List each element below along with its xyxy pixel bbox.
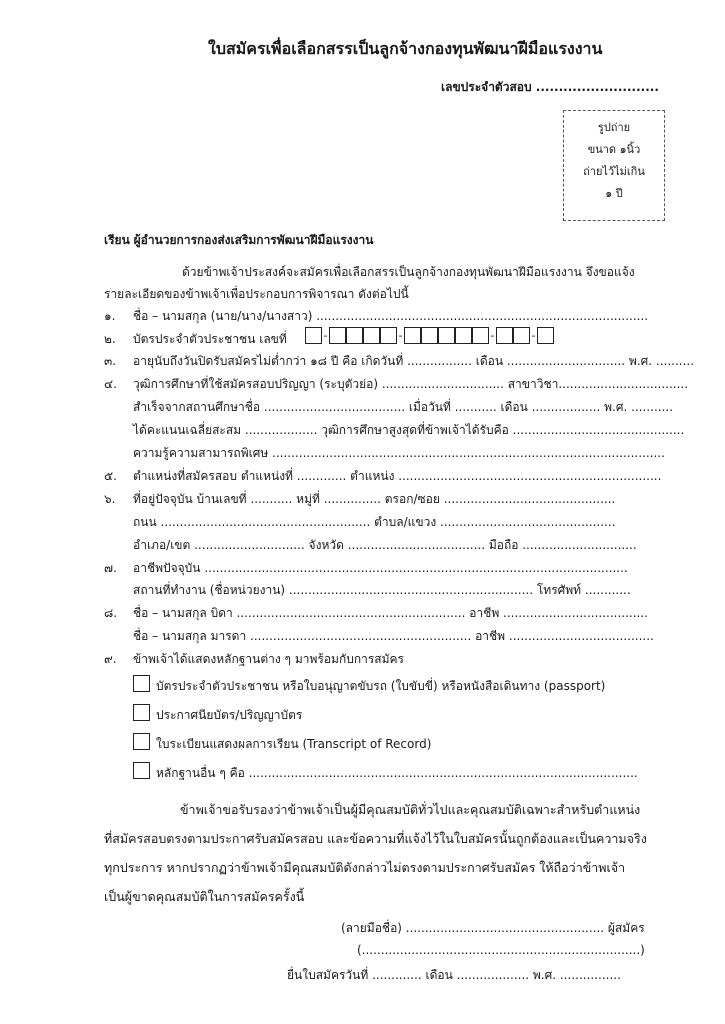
id-separator: - (323, 329, 328, 342)
id-digit-box[interactable] (472, 327, 489, 344)
declaration-line-2: ที่สมัครสอบตรงตามประกาศรับสมัครสอบ และข้อความที่แจ้งไว้ในใบสมัครนั้นถูกต้องและเป็นความจริง (104, 831, 647, 846)
id-separator: - (490, 329, 495, 342)
intro-line-2: รายละเอียดของข้าพเจ้าเพื่อประกอบการพิจารณา ดังต่อไปนี้ (104, 287, 409, 301)
other-document-checkbox[interactable] (133, 762, 150, 779)
id-digit-box[interactable] (363, 327, 380, 344)
id-digit-box[interactable] (496, 327, 513, 344)
signature-field[interactable]: (ลายมือชื่อ) .................................................... ผู้สมัคร (341, 921, 645, 935)
id-card-number-boxes[interactable] (305, 325, 554, 344)
id-separator: - (398, 329, 403, 342)
position-field[interactable]: ตำแหน่งที่สมัครสอบ ตำแหน่งที่ ............. ตำแหน่ง ..................................................................... (133, 469, 662, 483)
id-digit-box[interactable] (346, 327, 363, 344)
id-digit-box[interactable] (537, 327, 554, 344)
declaration-line-3: ทุกประการ หากปรากฏว่าข้าพเจ้ามีคุณสมบัติดังกล่าวไม่ตรงตามประกาศรับสมัคร ให้ถือว่าข้าพเจ้า (104, 860, 626, 875)
item-number-9: ๙. (104, 652, 117, 666)
item-number-7: ๗. (104, 561, 117, 575)
occupation-field[interactable]: อาชีพปัจจุบัน ............................................................................................................... (133, 561, 628, 575)
item-number-4: ๔. (104, 377, 117, 391)
salutation (104, 231, 373, 250)
address-house-field[interactable]: ที่อยู่ปัจจุบัน บ้านเลขที่ ........... หมู่ที่ ............... ตรอก/ซอย ............................................. (133, 492, 616, 506)
id-digit-box[interactable] (380, 327, 397, 344)
father-name-field[interactable]: ชื่อ – นามสกุล บิดา ............................................................ อาชีพ ...................................... (133, 606, 648, 620)
photo-label: รูปถ่าย (597, 121, 631, 134)
salutation-recipient: ผู้อำนวยการกองส่งเสริมการพัฒนาฝีมือแรงงาน (133, 233, 374, 247)
item-number-2: ๒. (104, 332, 116, 346)
documents-heading: ข้าพเจ้าได้แสดงหลักฐานต่าง ๆ มาพร้อมกับการสมัคร (133, 652, 404, 666)
id-digit-box[interactable] (421, 327, 438, 344)
id-digit-box[interactable] (455, 327, 472, 344)
address-district-field[interactable]: อำเภอ/เขต ............................. จังหวัด .................................... มือถือ .............................. (133, 538, 637, 552)
certificate-label: ประกาศนียบัตร/ปริญญาบัตร (156, 708, 303, 722)
photo-placeholder (563, 110, 665, 221)
id-document-checkbox[interactable] (133, 675, 150, 692)
id-digit-box[interactable] (404, 327, 421, 344)
photo-year-label: ๑ ปี (605, 187, 623, 200)
workplace-field[interactable]: สถานที่ทำงาน (ชื่อหน่วยงาน) ................................................................ โทรศัพท์ ............ (133, 583, 631, 597)
declaration-line-1: ข้าพเจ้าขอรับรองว่าข้าพเจ้าเป็นผู้มีคุณสมบัติทั่วไปและคุณสมบัติเฉพาะสำหรับตำแหน่ง (180, 802, 641, 817)
exam-number-field[interactable]: เลขประจำตัวสอบ ........................... (441, 80, 659, 94)
item-number-8: ๘. (104, 606, 118, 620)
mother-name-field[interactable]: ชื่อ – นามสกุล มารดา .......................................................... อาชีพ ...................................... (133, 629, 654, 643)
other-document-field[interactable]: หลักฐานอื่น ๆ คือ ...................................................................................................... (156, 766, 638, 780)
form-title: ใบสมัครเพื่อเลือกสรรเป็นลูกจ้างกองทุนพัฒนาฝีมือแรงงาน (208, 39, 603, 58)
printed-name-field[interactable]: (.........................................................................) (357, 943, 645, 957)
id-digit-box[interactable] (438, 327, 455, 344)
special-skills-field[interactable]: ความรู้ความสามารถพิเศษ ....................................................................................................... (133, 446, 665, 460)
intro-line-1: ด้วยข้าพเจ้าประสงค์จะสมัครเพื่อเลือกสรรเป็นลูกจ้างกองทุนพัฒนาฝีมือแรงงาน จึงขอแจ้ง (182, 265, 635, 279)
birth-date-field[interactable]: อายุนับถึงวันปิดรับสมัครไม่ต่ำกว่า ๑๘ ปี คือ เกิดวันที่ ................. เดือน ............................... พ.ศ. .......... (133, 354, 695, 368)
education-degree-field[interactable]: วุฒิการศึกษาที่ใช้สมัครสอบปริญญา (ระบุตัวย่อ) ................................ สาขาวิชา.................................. (133, 377, 689, 391)
item-number-3: ๓. (104, 354, 117, 368)
id-document-label: บัตรประจำตัวประชาชน หรือใบอนุญาตขับรถ (ใบขับขี่) หรือหนังสือเดินทาง (passport) (156, 679, 606, 693)
application-date-field[interactable]: ยื่นใบสมัครวันที่ ............. เดือน ................... พ.ศ. ................ (287, 968, 621, 982)
institution-field[interactable]: สำเร็จจากสถานศึกษาชื่อ ..................................... เมื่อวันที่ ........... เดือน .................. พ.ศ. ........... (133, 400, 674, 414)
id-digit-box[interactable] (329, 327, 346, 344)
item-number-6: ๖. (104, 492, 116, 506)
item-number-5: ๕. (104, 469, 117, 483)
declaration-line-4: เป็นผู้ขาดคุณสมบัติในการสมัครครั้งนี้ (104, 889, 305, 904)
item-number-1: ๑. (104, 309, 116, 323)
address-road-field[interactable]: ถนน ....................................................... ตำบล/แขวง .............................................. (133, 515, 616, 529)
photo-age-label: ถ่ายไว้ไม่เกิน (583, 165, 645, 178)
transcript-label: ใบระเบียนแสดงผลการเรียน (Transcript of Record) (156, 737, 432, 751)
id-digit-box[interactable] (305, 327, 322, 344)
salutation-label: เรียน (104, 233, 130, 247)
certificate-checkbox[interactable] (133, 704, 150, 721)
id-separator: - (531, 329, 536, 342)
gpa-field[interactable]: ได้คะแนนเฉลี่ยสะสม ................... วุฒิการศึกษาสูงสุดที่ข้าพเจ้าได้รับคือ ............................................. (133, 423, 685, 437)
id-card-label: บัตรประจำตัวประชาชน เลขที่ (133, 332, 287, 346)
transcript-checkbox[interactable] (133, 733, 150, 750)
photo-size-label: ขนาด ๑นิ้ว (587, 143, 641, 156)
full-name-field[interactable]: ชื่อ – นามสกุล (นาย/นาง/นางสาว) ....................................................................................... (133, 309, 649, 323)
id-digit-box[interactable] (513, 327, 530, 344)
